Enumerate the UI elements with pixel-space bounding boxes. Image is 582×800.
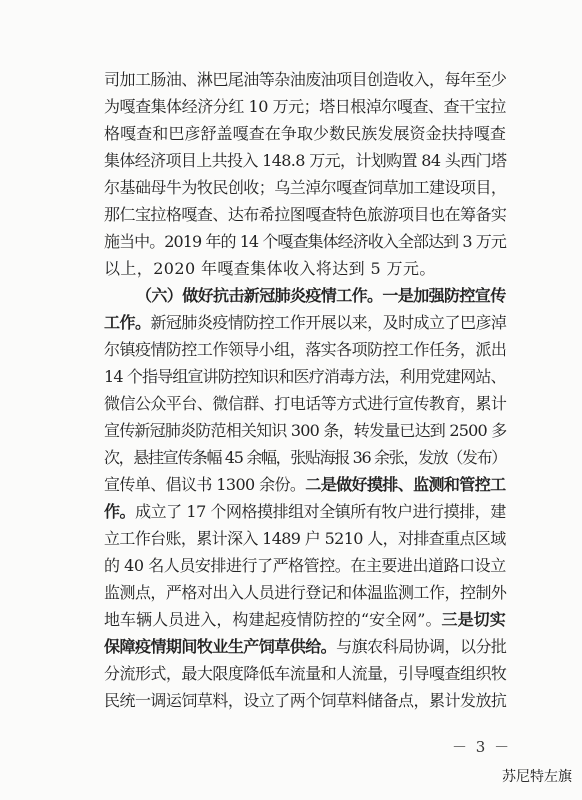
- text-segment: 尔镇疫情防控工作领导小组，落实各项防控工作任务，派出: [104, 340, 507, 359]
- bold-text-segment: 工作。: [104, 313, 151, 332]
- text-line: [104, 336, 506, 363]
- text-line: [104, 498, 506, 525]
- text-segment: 与旗农科局协调，以分批: [336, 637, 507, 656]
- text-segment: 宣传单、倡议书 1300 余份。: [104, 475, 306, 494]
- text-line: [104, 174, 506, 201]
- text-line: [104, 660, 506, 687]
- text-line: [104, 633, 506, 660]
- text-segment: 格嘎查和巴彦舒盖嘎查在争取少数民族发展资金扶持嘎查: [104, 124, 507, 143]
- text-segment: 司加工肠油、淋巴尾油等杂油废油项目创造收入，每年至少: [104, 70, 507, 89]
- page-number: － 3 －: [452, 738, 512, 756]
- text-segment: 14 个指导组宣讲防控知识和医疗消毒方法，利用党建网站、: [104, 367, 506, 386]
- text-segment: 为嘎查集体经济分红 10 万元；塔日根淖尔嘎查、查干宝拉: [104, 97, 506, 116]
- watermark-label: 苏尼特左旗: [502, 769, 572, 785]
- text-line: [104, 201, 506, 228]
- text-line: [104, 363, 506, 390]
- text-segment: 成立了 17 个网格摸排组对全镇所有牧户进行摸排，建: [135, 502, 506, 521]
- text-line: [104, 606, 506, 633]
- text-line: [104, 417, 506, 444]
- text-line: [104, 309, 506, 336]
- text-segment: 那仁宝拉格嘎查、达布希拉图嘎查特色旅游项目也在筹备实: [104, 205, 507, 224]
- text-line: [104, 444, 506, 471]
- bold-text-segment: 二是做好摸排、监测和管控工: [305, 475, 506, 494]
- text-segment: 的 40 名人员安排进行了严格管控。在主要进出道路口设立: [104, 556, 506, 575]
- document-body: [104, 66, 506, 714]
- text-line: [104, 93, 506, 120]
- bold-text-segment: 保障疫情期间牧业生产饲草供给。: [104, 637, 337, 656]
- text-line: [104, 228, 506, 255]
- text-segment: 分流形式，最大限度降低车流量和人流量，引导嘎查组织牧: [104, 664, 507, 683]
- text-line: [104, 687, 506, 714]
- text-line: [104, 147, 506, 174]
- text-segment: 次，悬挂宣传条幅 45 余幅，张贴海报 36 余张，发放（发布）: [104, 448, 506, 467]
- text-segment: 监测点，严格对出入人员进行登记和体温监测工作，控制外: [104, 583, 507, 602]
- text-segment: 以上，2020 年嘎查集体收入将达到 5 万元。: [104, 259, 436, 278]
- text-line: [104, 579, 506, 606]
- text-segment: 民统一调运饲草料，设立了两个饲草料储备点，累计发放抗: [104, 691, 507, 710]
- text-line: [104, 471, 506, 498]
- text-segment: 尔基础母牛为牧民创收；乌兰淖尔嘎查饲草加工建设项目，: [104, 178, 507, 197]
- text-segment: 宣传新冠肺炎防范相关知识 300 条，转发量已达到 2500 多: [104, 421, 507, 440]
- text-line: [104, 255, 506, 282]
- text-line: [104, 120, 506, 147]
- bold-text-segment: 三是切实: [441, 610, 506, 629]
- text-segment: 立工作台账，累计深入 1489 户 5210 人，对排查重点区域: [104, 529, 506, 548]
- text-line: [104, 525, 506, 552]
- text-line: [104, 390, 506, 417]
- bold-text-segment: 作。: [104, 502, 136, 521]
- bold-text-segment: （六）做好抗击新冠肺炎疫情工作。一是加强防控宣传: [136, 286, 506, 305]
- text-segment: 集体经济项目上共投入 148.8 万元，计划购置 84 头西门塔: [104, 151, 507, 170]
- text-segment: 地车辆人员进入，构建起疫情防控的“安全网”。: [104, 610, 442, 629]
- text-line: [104, 282, 506, 309]
- text-segment: 微信公众平台、微信群、打电话等方式进行宣传教育，累计: [104, 394, 507, 413]
- text-line: [104, 552, 506, 579]
- text-segment: 新冠肺炎疫情防控工作开展以来，及时成立了巴彦淖: [150, 313, 507, 332]
- text-segment: 施当中。2019 年的 14 个嘎查集体经济收入全部达到 3 万元: [104, 232, 506, 251]
- text-line: [104, 66, 506, 93]
